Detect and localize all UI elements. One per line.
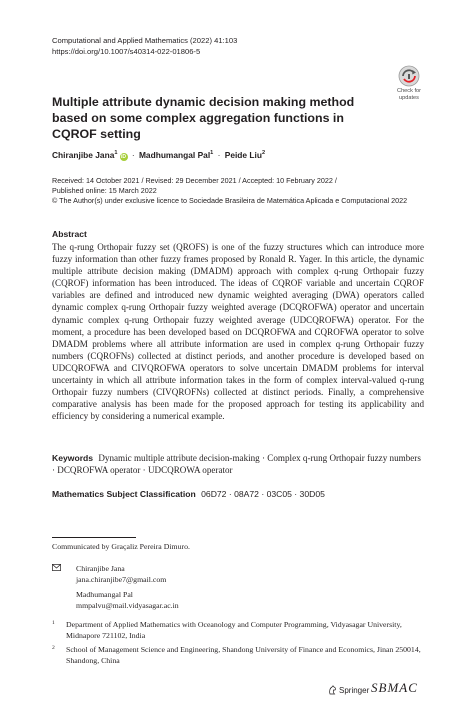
- msc-heading: Mathematics Subject Classification: [52, 489, 196, 499]
- check-for-label: Check for: [397, 88, 421, 94]
- coauthor-name: Madhumangal Pal: [76, 590, 133, 599]
- orcid-icon[interactable]: iD: [121, 154, 126, 160]
- communicated-by: Communicated by Graçaliz Pereira Dimuro.: [52, 542, 190, 551]
- author-name[interactable]: Chiranjibe Jana: [52, 150, 115, 160]
- publication-dates: [52, 176, 432, 207]
- corresponding-author-email[interactable]: jana.chiranjibe7@gmail.com: [76, 574, 167, 584]
- affiliation-number: 1: [52, 620, 55, 626]
- affiliation-text: School of Management Science and Engineering, Shandong University of Finance and Economics, Jinan 250014, Shandong, China: [66, 645, 421, 665]
- check-for-updates-badge[interactable]: [392, 65, 426, 105]
- affiliation-number: 2: [52, 645, 55, 651]
- keywords-section: [52, 452, 424, 476]
- keywords-text: Dynamic multiple attribute decision-making · Complex q-rung Orthopair fuzzy numbers · DCQROFWA operator · UDCQROWA operator: [52, 453, 421, 476]
- history-dates: Received: 14 October 2021 / Revised: 29 December 2021 / Accepted: 10 February 2022 /: [52, 176, 337, 185]
- affiliation-text: Department of Applied Mathematics with Oceanology and Computer Programming, Vidyasagar University, Midnapore 721102, India: [66, 620, 402, 640]
- author-affiliation-mark: 1: [210, 150, 214, 156]
- author-separator: ·: [131, 150, 135, 160]
- journal-citation: Computational and Applied Mathematics (2022) 41:103: [52, 36, 238, 45]
- envelope-icon: [52, 564, 61, 575]
- msc-codes: 06D72 · 08A72 · 03C05 · 30D05: [201, 489, 325, 499]
- sbmac-logo: [371, 680, 418, 696]
- author-separator: ·: [217, 150, 221, 160]
- article-title: Multiple attribute dynamic decision making method based on some complex aggregation functions in CQROF setting: [52, 95, 355, 141]
- author-list: [52, 150, 265, 161]
- springer-logo: [328, 685, 369, 697]
- springer-horse-icon: [328, 685, 337, 697]
- coauthor-email[interactable]: mmpalvu@mail.vidyasagar.ac.in: [76, 600, 179, 610]
- journal-info: [52, 35, 237, 57]
- springer-wordmark: Springer: [339, 686, 370, 695]
- author-affiliation-mark: 1: [114, 150, 118, 156]
- updates-label: updates: [399, 95, 419, 102]
- check-for-updates-icon: [398, 65, 420, 87]
- abstract-heading: Abstract: [52, 229, 87, 239]
- sbmac-wordmark: SBMAC: [371, 680, 418, 695]
- publisher-footer: [328, 682, 448, 702]
- corresponding-author-name: Chiranjibe Jana: [76, 564, 125, 573]
- doi-link[interactable]: https://doi.org/10.1007/s40314-022-01806-5: [52, 47, 201, 56]
- author-name[interactable]: Peide Liu: [224, 150, 262, 160]
- footnote-divider: [52, 537, 136, 538]
- author-affiliation-mark: 2: [261, 150, 266, 156]
- author-name[interactable]: Madhumangal Pal: [138, 150, 211, 160]
- published-online-date: Published online: 15 March 2022: [52, 186, 157, 196]
- msc-section: [52, 488, 424, 500]
- abstract-text: The q-rung Orthopair fuzzy set (QROFS) is one of the fuzzy structures which can introduce more fuzzy information than other fuzzy frames proposed by Ronald R. Yager. In this article, the dynamic multiple attribute decision making (DMADM) approach with complex q-rung Orthopair fuzzy (CQROF) information has been introduced. The ideas of CQROF variable and uncertain CQROF variables are defined and introduced new dynamic weighted averaging (DWA) operators called dynamic complex q-rung Orthopair fuzzy weighted average (DCQROFWA) operator and uncertain dynamic complex q-rung Orthopair fuzzy weighted average (UDCQROFWA) operator. For the moment, a procedure has been developed based on DCQROFWA and CQROFWA operator to solve DMADM problems where all attribute information are used in complex q-rung Orthopair fuzzy numbers (CQROFNs) collected at distinct periods, and another procedure is developed based on UDCQROFWA and CIVQROFWA operators to solve uncertain DMADM problems for interval uncertainty in which all attribute information takes in the form of complex interval-valued q-rung Orthopair fuzzy numbers (CIVQROFNs) collected at distinct periods. Finally, a comprehensive comparative analysis has been made for the proposed approach for testing its applicability and efficiency by considering a numerical example.: [52, 242, 424, 422]
- keywords-heading: Keywords: [52, 453, 94, 463]
- copyright-notice: © The Author(s) under exclusive licence to Sociedade Brasileira de Matemática Aplicada e Computacional 2022: [52, 196, 408, 206]
